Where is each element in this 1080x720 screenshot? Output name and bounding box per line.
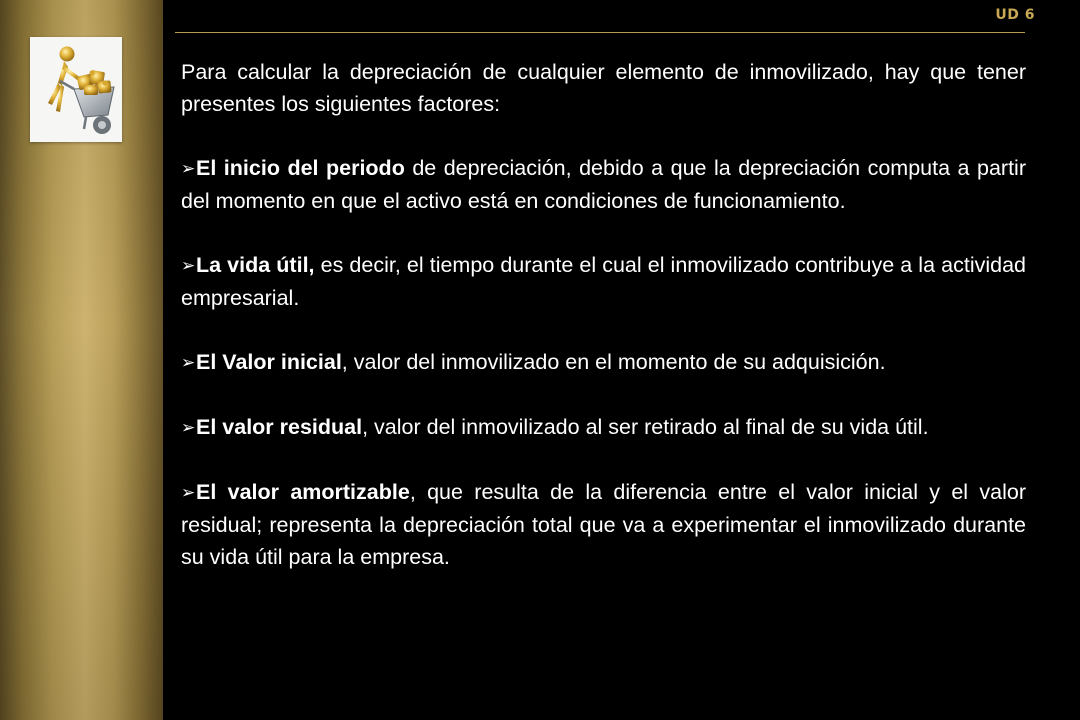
bullet-item xyxy=(181,152,1026,217)
slide-logo xyxy=(30,37,122,142)
arrow-bullet-icon: ➢ xyxy=(181,483,196,502)
bullet-text: , valor del inmovilizado al ser retirado al final de su vida útil. xyxy=(362,415,929,439)
intro-paragraph: Para calcular la depreciación de cualquier elemento de inmovilizado, hay que tener presentes los siguientes factores: xyxy=(181,60,1026,116)
bullet-term: El inicio del periodo xyxy=(196,156,405,180)
bullet-item xyxy=(181,476,1026,573)
bullet-term: La vida útil, xyxy=(196,253,315,277)
gold-figure-wheelbarrow-puzzle-icon xyxy=(30,37,122,142)
bullet-text: , que resulta de la diferencia entre el valor inicial y el valor residual; representa la depreciación total que va a experimentar el inmovilizado durante su vida útil para la empresa. xyxy=(181,480,1026,569)
header-divider xyxy=(175,32,1025,33)
arrow-bullet-icon: ➢ xyxy=(181,418,196,437)
arrow-bullet-icon: ➢ xyxy=(181,159,196,178)
bullet-text: es decir, el tiempo durante el cual el inmovilizado contribuye a la actividad empresarial. xyxy=(181,253,1026,310)
bullet-term: El Valor inicial xyxy=(196,350,342,374)
bullet-item xyxy=(181,346,1026,379)
bullet-item xyxy=(181,249,1026,314)
arrow-bullet-icon: ➢ xyxy=(181,256,196,275)
slide-body xyxy=(181,56,1026,573)
bullet-term: El valor amortizable xyxy=(196,480,410,504)
unit-label: UD 6 xyxy=(995,7,1035,23)
bullet-text: de depreciación, debido a que la depreciación computa a partir del momento en que el activo está en condiciones de funcionamiento. xyxy=(181,156,1026,213)
bullet-term: El valor residual xyxy=(196,415,363,439)
bullet-item xyxy=(181,411,1026,444)
bullet-text: , valor del inmovilizado en el momento de su adquisición. xyxy=(341,350,886,374)
arrow-bullet-icon: ➢ xyxy=(181,353,196,372)
